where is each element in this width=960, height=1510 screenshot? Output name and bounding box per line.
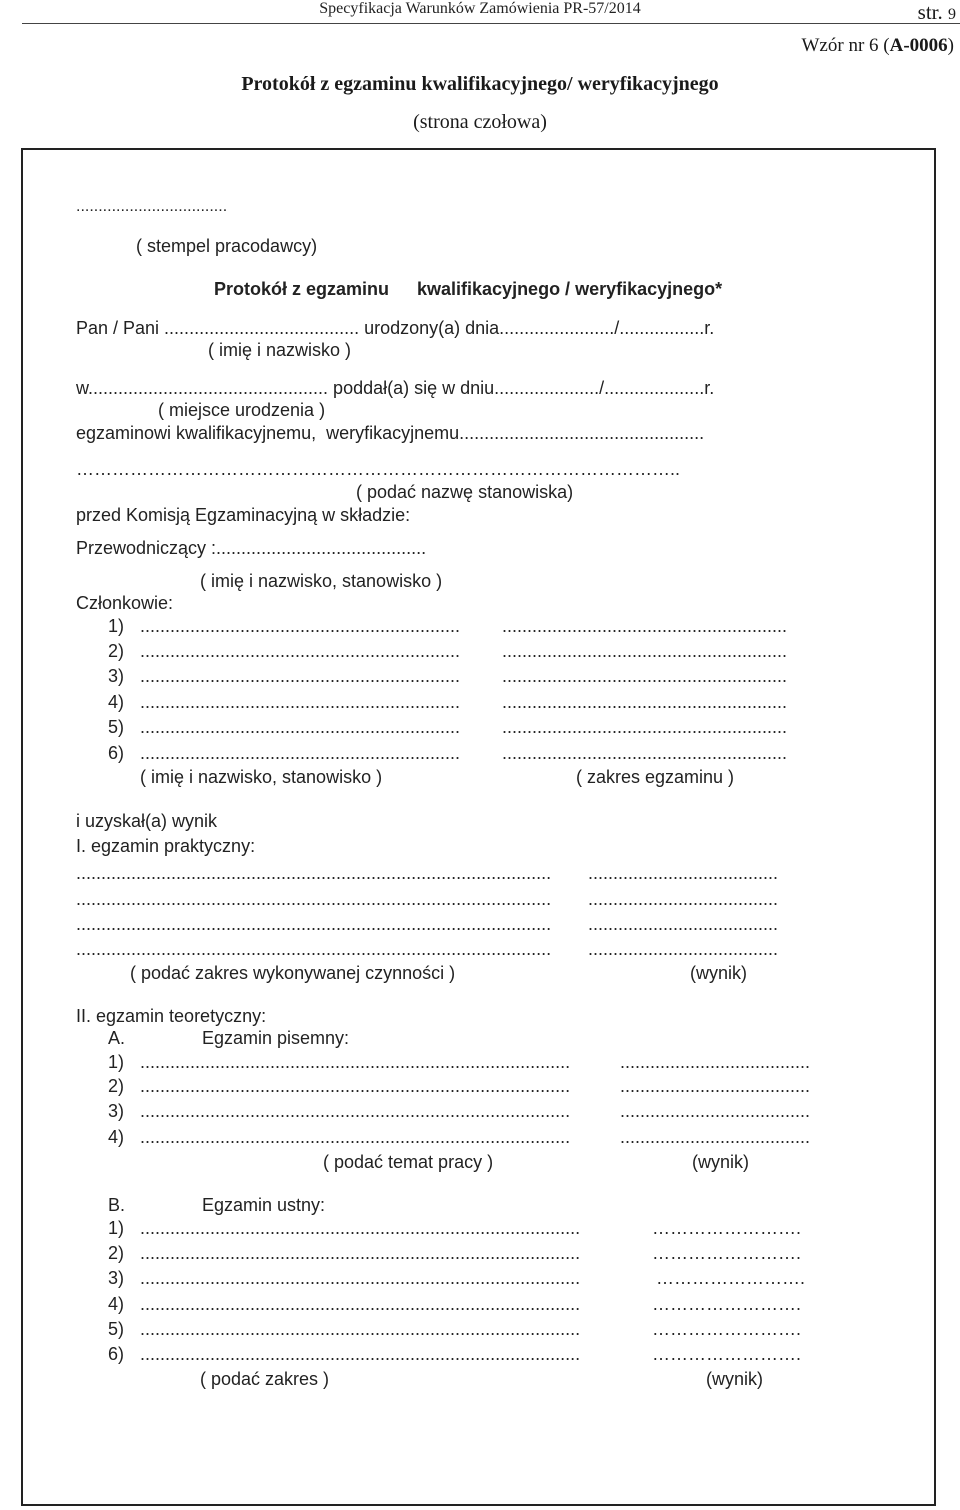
practical-caption-right: (wynik) bbox=[690, 963, 747, 983]
member-row-number: 6) bbox=[108, 743, 125, 763]
member-row-scope-line: ......................................................... bbox=[502, 717, 788, 737]
practical-row-scope-line: ............................................................................................... bbox=[76, 939, 552, 959]
member-row-name-line: ................................................................ bbox=[140, 743, 461, 763]
oral-row-number: 6) bbox=[108, 1344, 125, 1364]
exam-line: egzaminowi kwalifikacyjnemu, weryfikacyjnemu................................................. bbox=[76, 423, 705, 443]
member-row-scope-line: ......................................................... bbox=[502, 641, 788, 661]
form-title-part-b: kwalifikacyjnego / weryfikacyjnego* bbox=[417, 279, 723, 299]
member-row-number: 1) bbox=[108, 616, 125, 636]
member-row-name-line: ................................................................ bbox=[140, 616, 461, 636]
practical-row-result-line: ...................................... bbox=[588, 889, 779, 909]
written-row-topic-line: ...................................................................................... bbox=[140, 1127, 571, 1147]
chair-line: Przewodniczący :.......................................... bbox=[76, 538, 427, 558]
result-line: i uzyskał(a) wynik bbox=[76, 811, 218, 831]
oral-row-number: 1) bbox=[108, 1218, 125, 1238]
oral-row-scope-line: ........................................................................................ bbox=[140, 1294, 581, 1314]
written-row-number: 2) bbox=[108, 1076, 125, 1096]
practical-row-result-line: ...................................... bbox=[588, 939, 779, 959]
written-row-topic-line: ...................................................................................... bbox=[140, 1101, 571, 1121]
header-title: Specyfikacja Warunków Zamówienia PR-57/2014 bbox=[319, 0, 641, 17]
practical-row-scope-line: ............................................................................................... bbox=[76, 914, 552, 934]
written-caption-left: ( podać temat pracy ) bbox=[323, 1152, 494, 1172]
members-caption-right: ( zakres egzaminu ) bbox=[576, 767, 735, 787]
page-number-value: 9 bbox=[948, 6, 956, 23]
oral-row-result-line: ……………………. bbox=[652, 1344, 802, 1364]
written-row-number: 4) bbox=[108, 1127, 125, 1147]
member-row-name-line: ................................................................ bbox=[140, 692, 461, 712]
oral-row-result-line: ……………………. bbox=[656, 1268, 806, 1288]
written-row-result-line: ...................................... bbox=[620, 1076, 811, 1096]
member-row-scope-line: ......................................................... bbox=[502, 743, 788, 763]
member-row-number: 4) bbox=[108, 692, 125, 712]
commission-line: przed Komisją Egzaminacyjną w składzie: bbox=[76, 505, 411, 525]
chair-caption: ( imię i nazwisko, stanowisko ) bbox=[200, 571, 443, 591]
oral-row-result-line: ……………………. bbox=[652, 1294, 802, 1314]
written-caption-right: (wynik) bbox=[692, 1152, 749, 1172]
oral-row-result-line: ……………………. bbox=[652, 1319, 802, 1339]
member-row-scope-line: ......................................................... bbox=[502, 616, 788, 636]
member-row-number: 5) bbox=[108, 717, 125, 737]
stamp-caption: ( stempel pracodawcy) bbox=[136, 236, 318, 256]
member-row-name-line: ................................................................ bbox=[140, 666, 461, 686]
written-row-number: 1) bbox=[108, 1052, 125, 1072]
template-code: A-0006 bbox=[889, 35, 948, 56]
page-prefix: str. bbox=[917, 0, 943, 24]
theory-label: II. egzamin teoretyczny: bbox=[76, 1006, 267, 1026]
oral-caption-right: (wynik) bbox=[706, 1369, 763, 1389]
form-title-part-a: Protokół z egzaminu bbox=[214, 279, 390, 299]
person-line: Pan / Pani ....................................... urodzony(a) dnia......................./.................r. bbox=[76, 318, 715, 338]
member-row-name-line: ................................................................ bbox=[140, 717, 461, 737]
oral-caption-left: ( podać zakres ) bbox=[200, 1369, 330, 1389]
member-row-number: 3) bbox=[108, 666, 125, 686]
document-subtitle: (strona czołowa) bbox=[413, 111, 547, 133]
written-row-number: 3) bbox=[108, 1101, 125, 1121]
oral-label: Egzamin ustny: bbox=[202, 1195, 326, 1215]
written-label: Egzamin pisemny: bbox=[202, 1028, 350, 1048]
document-title: Protokół z egzaminu kwalifikacyjnego/ weryfikacyjnego bbox=[241, 73, 719, 95]
template-prefix: Wzór nr 6 ( bbox=[801, 35, 890, 56]
practical-row-result-line: ...................................... bbox=[588, 863, 779, 883]
practical-label: I. egzamin praktyczny: bbox=[76, 836, 256, 856]
written-letter: A. bbox=[108, 1028, 126, 1048]
position-caption: ( podać nazwę stanowiska) bbox=[356, 482, 574, 502]
oral-row-number: 4) bbox=[108, 1294, 125, 1314]
written-row-result-line: ...................................... bbox=[620, 1101, 811, 1121]
members-caption-left: ( imię i nazwisko, stanowisko ) bbox=[140, 767, 383, 787]
template-suffix: ) bbox=[947, 35, 954, 56]
written-row-topic-line: ...................................................................................... bbox=[140, 1052, 571, 1072]
members-label: Członkowie: bbox=[76, 593, 174, 613]
practical-row-scope-line: ............................................................................................... bbox=[76, 889, 552, 909]
oral-row-number: 3) bbox=[108, 1268, 125, 1288]
written-row-result-line: ...................................... bbox=[620, 1127, 811, 1147]
stamp-line: .................................. bbox=[76, 198, 228, 215]
member-row-scope-line: ......................................................... bbox=[502, 692, 788, 712]
practical-row-scope-line: ............................................................................................... bbox=[76, 863, 552, 883]
place-caption: ( miejsce urodzenia ) bbox=[158, 400, 326, 420]
oral-row-scope-line: ........................................................................................ bbox=[140, 1218, 581, 1238]
oral-row-result-line: ……………………. bbox=[652, 1218, 802, 1238]
member-row-number: 2) bbox=[108, 641, 125, 661]
oral-row-number: 5) bbox=[108, 1319, 125, 1339]
written-row-result-line: ...................................... bbox=[620, 1052, 811, 1072]
oral-row-scope-line: ........................................................................................ bbox=[140, 1319, 581, 1339]
oral-row-scope-line: ........................................................................................ bbox=[140, 1268, 581, 1288]
practical-row-result-line: ...................................... bbox=[588, 914, 779, 934]
oral-row-scope-line: ........................................................................................ bbox=[140, 1243, 581, 1263]
oral-row-scope-line: ........................................................................................ bbox=[140, 1344, 581, 1364]
person-caption: ( imię i nazwisko ) bbox=[208, 340, 352, 360]
oral-letter: B. bbox=[108, 1195, 126, 1215]
place-line: w................................................ poddał(a) się w dniu...................../....................r. bbox=[76, 378, 715, 398]
member-row-scope-line: ......................................................... bbox=[502, 666, 788, 686]
oral-row-number: 2) bbox=[108, 1243, 125, 1263]
position-line: ……………………………………………………………………………………….. bbox=[76, 459, 681, 479]
oral-row-result-line: ……………………. bbox=[652, 1243, 802, 1263]
written-row-topic-line: ...................................................................................... bbox=[140, 1076, 571, 1096]
practical-caption-left: ( podać zakres wykonywanej czynności ) bbox=[130, 963, 456, 983]
member-row-name-line: ................................................................ bbox=[140, 641, 461, 661]
